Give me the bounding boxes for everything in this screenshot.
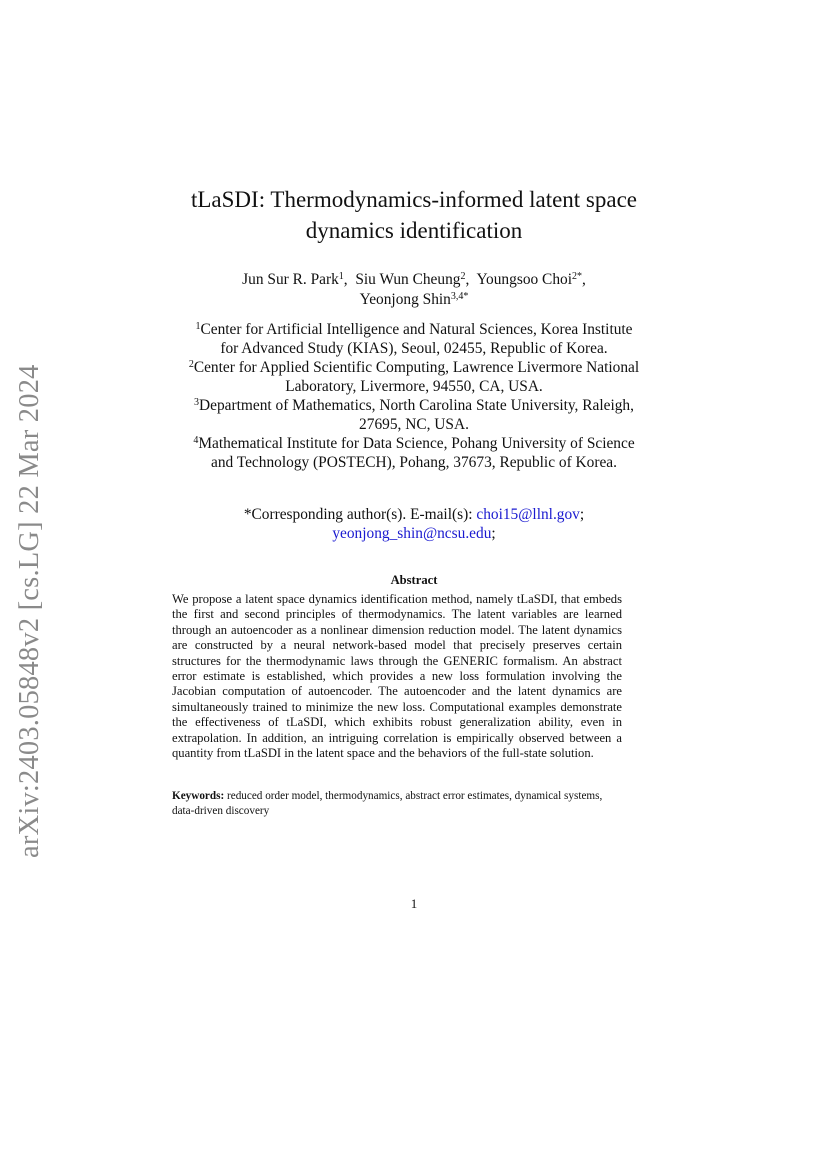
author-list: Jun Sur R. Park$^1$, Siu Wun Cheung$^2$, Youngsoo Choi$^{2*}$, [242,271,586,288]
page-number: 1 [410,896,418,911]
affiliation-number: 1 [195,321,201,332]
arxiv-identifier: arXiv:2403.05848v2 [cs.LG] 22 Mar 2024 [14,364,45,858]
separator: ; [491,525,496,542]
affiliation-1-continued: for Advanced Study (KIAS), Seoul, 02455, Republic of Korea. [220,340,608,357]
affiliation-3 [100,396,728,415]
keywords-text: reduced order model, thermodynamics, abstract error estimates, dynamical systems, data-driven discovery [172,790,603,817]
abstract-heading: Abstract [390,573,438,587]
affiliation-number: 2 [188,359,194,370]
author-affiliation-mark: 2* [571,271,582,282]
affiliation-text: Department of Mathematics, North Carolina State University, Raleigh, [199,397,634,414]
paper-title-line-1: tLaSDI: Thermodynamics-informed latent space [190,187,638,212]
corresponding-author-continued [100,524,728,543]
affiliation-2 [100,358,728,377]
author-name: Siu Wun Cheung [355,271,461,288]
affiliation-text: Mathematical Institute for Data Science, Pohang University of Science [198,435,635,452]
author-list-continued [100,290,728,309]
affiliation-4-continued: and Technology (POSTECH), Pohang, 37673, Republic of Korea. [210,454,617,471]
affiliation-1 [100,320,728,339]
affiliation-4 [100,434,728,453]
author-name: Jun Sur R. Park [242,271,339,288]
email-link[interactable]: yeonjong_shin@ncsu.edu [332,525,492,542]
author-affiliation-mark: 3,4* [450,291,469,302]
keywords-label: Keywords: [172,790,225,802]
paper-title-line-2: dynamics identification [305,218,523,243]
abstract-body: We propose a latent space dynamics identification method, namely tLaSDI, that embeds the first and second principles of thermodynamics. The latent variables are learned through an autoencoder as a nonlinear dimension reduction model. The latent dynamics are constructed by a neural network-based model that precisely preserves certain structures for the thermodynamic laws through the GENERIC formalism. An abstract error estimate is established, which provides a new loss formulation involving the Jacobian computation of autoencoder. The autoencoder and the latent dynamics are simultaneously trained to minimize the new loss. Computational examples demonstrate the effectiveness of tLaSDI, which exhibits robust generalization ability, even in extrapolation. In addition, an intriguing correlation is empirically observed between a quantity from tLaSDI in the latent space and the behaviors of the full-state solution. [172,592,622,761]
affiliation-number: 3 [194,397,200,408]
email-link[interactable]: choi15@llnl.gov [476,506,580,523]
author-name: Youngsoo Choi [476,271,572,288]
affiliation-2-continued: Laboratory, Livermore, 94550, CA, USA. [285,378,543,395]
keywords [172,789,622,818]
affiliation-3-continued: 27695, NC, USA. [359,416,469,433]
author-affiliation-mark: 2 [460,271,466,282]
affiliation-number: 4 [193,435,199,446]
corresponding-label: *Corresponding author(s). E-mail(s): [243,506,473,523]
affiliation-text: Center for Artificial Intelligence and Natural Sciences, Korea Institute [200,321,633,338]
corresponding-author [100,505,728,524]
author-affiliation-mark: 1 [338,271,344,282]
author-name: Yeonjong Shin [359,291,451,308]
separator: ; [579,506,585,523]
affiliation-text: Center for Applied Scientific Computing, Lawrence Livermore National [193,359,640,376]
